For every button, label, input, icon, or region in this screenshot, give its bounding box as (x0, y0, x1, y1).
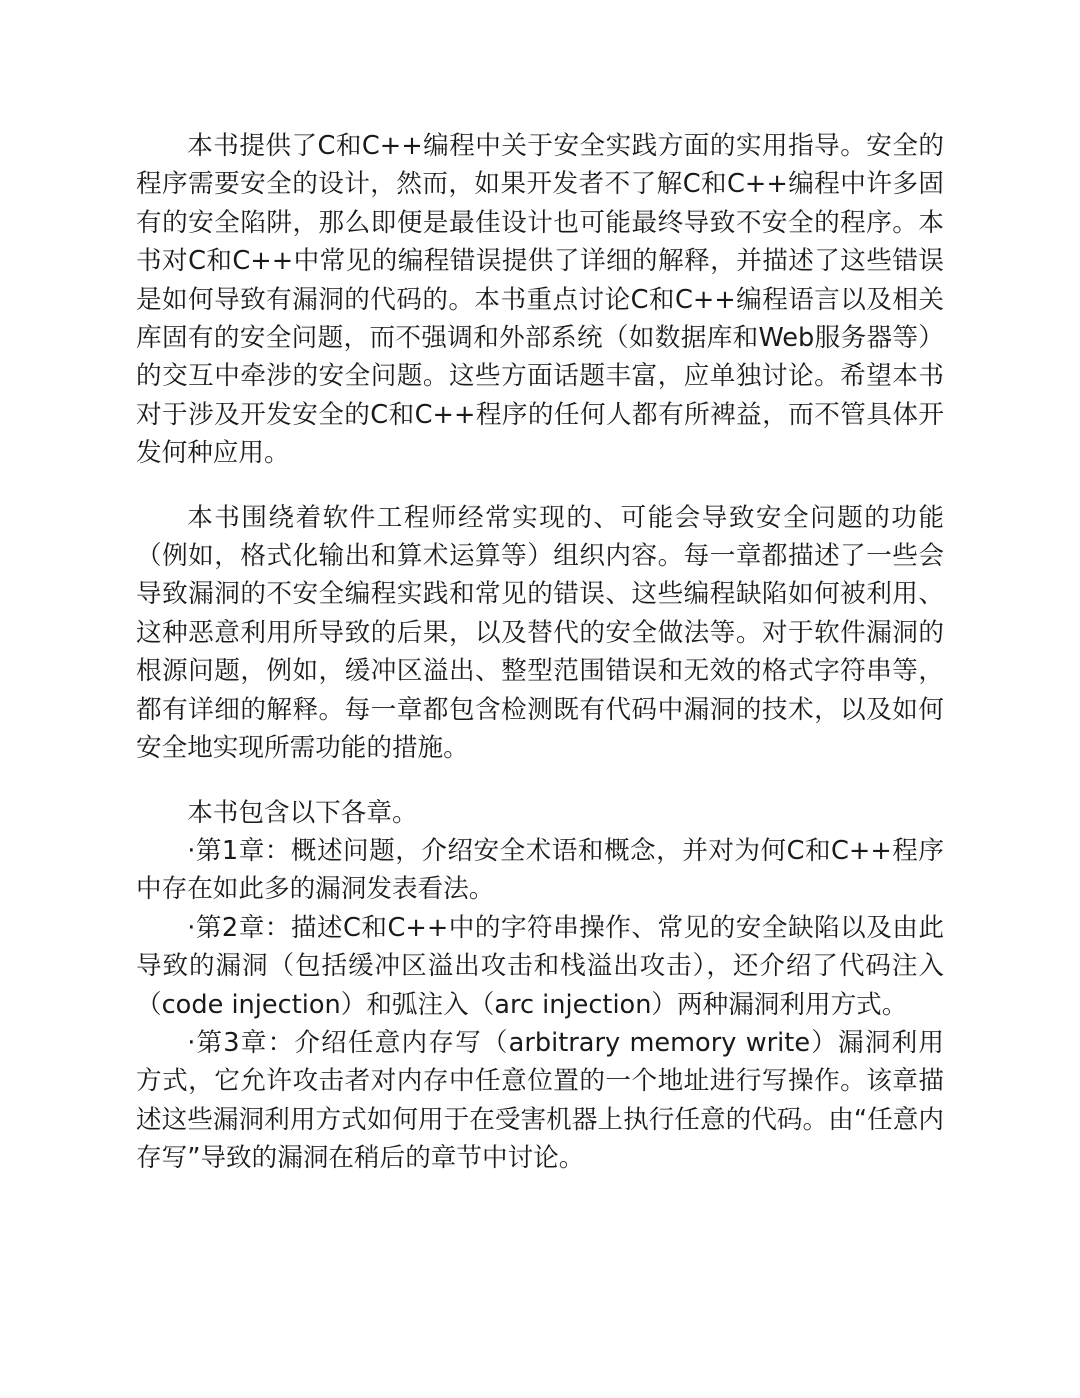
chapter-item-1: ·第1章：概述问题，介绍安全术语和概念，并对为何C和C++程序中存在如此多的漏洞发表看法。 (136, 835, 944, 905)
chapter-item-3: ·第3章：介绍任意内存写（arbitrary memory write）漏洞利用方式，它允许攻击者对内存中任意位置的一个地址进行写操作。该章描述这些漏洞利用方式如何用于在受害机器上执行任意的代码。由“任意内存写”导致的漏洞在稍后的章节中讨论。 (136, 1027, 944, 1174)
document-page (136, 127, 944, 1178)
chapter-item-2: ·第2章：描述C和C++中的字符串操作、常见的安全缺陷以及由此导致的漏洞（包括缓冲区溢出攻击和栈溢出攻击），还介绍了代码注入（code injection）和弧注入（arc injection）两种漏洞利用方式。 (136, 912, 944, 1020)
organization-paragraph: 本书围绕着软件工程师经常实现的、可能会导致安全问题的功能（例如，格式化输出和算术运算等）组织内容。每一章都描述了一些会导致漏洞的不安全编程实践和常见的错误、这些编程缺陷如何被利用、这种恶意利用所导致的后果，以及替代的安全做法等。对于软件漏洞的根源问题，例如，缓冲区溢出、整型范围错误和无效的格式字符串等，都有详细的解释。每一章都包含检测既有代码中漏洞的技术，以及如何安全地实现所需功能的措施。 (136, 502, 944, 764)
intro-paragraph: 本书提供了C和C++编程中关于安全实践方面的实用指导。安全的程序需要安全的设计，然而，如果开发者不了解C和C++编程中许多固有的安全陷阱，那么即便是最佳设计也可能最终导致不安全的程序。本书对C和C++中常见的编程错误提供了详细的解释，并描述了这些错误是如何导致有漏洞的代码的。本书重点讨论C和C++编程语言以及相关库固有的安全问题，而不强调和外部系统（如数据库和Web服务器等）的交互中牵涉的安全问题。这些方面话题丰富，应单独讨论。希望本书对于涉及开发安全的C和C++程序的任何人都有所裨益，而不管具体开发何种应用。 (136, 131, 944, 469)
chapters-intro-paragraph: 本书包含以下各章。 (187, 797, 418, 828)
